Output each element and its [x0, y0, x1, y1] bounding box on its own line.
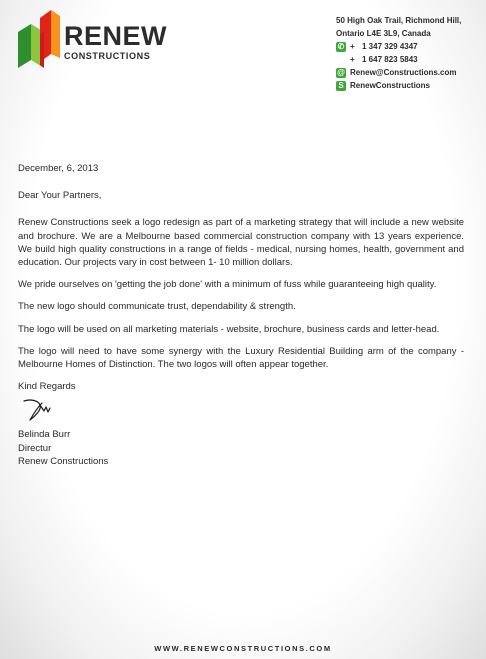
- email-row: [336, 66, 482, 79]
- letter-paragraph: Renew Constructions seek a logo redesign as part of a marketing strategy that will include a new website and brochure. We are a Melbourne based commercial construction company with 13 years experience. We build high quality constructions in a range of fields - medical, nursing homes, health, government and education. Our projects vary in cost between 1- 10 million dollars.: [18, 217, 464, 269]
- letter-paragraph: The new logo should communicate trust, dependability & strength.: [18, 301, 296, 313]
- letter-date: December, 6, 2013: [18, 163, 99, 174]
- address-line-2: Ontario L4E 3L9, Canada: [336, 29, 431, 38]
- phone-plus-1: +: [350, 42, 355, 51]
- letter-body: [18, 162, 464, 469]
- letter-greeting: Dear Your Partners,: [18, 190, 102, 202]
- phone-icon: ✆: [337, 42, 345, 51]
- letter-paragraph: The logo will need to have some synergy with the Luxury Residential Building arm of the company - Melbourne Homes of Distinction. The two logos will often appear together.: [18, 345, 464, 371]
- phone-number-1: 1 347 329 4347: [362, 42, 418, 51]
- signature-image: [20, 397, 60, 423]
- phone-number-2: 1 647 823 5843: [362, 55, 418, 64]
- phone-plus-2: +: [350, 55, 355, 64]
- email-icon: @: [337, 68, 345, 77]
- skype-row: [336, 79, 482, 92]
- address-line-1: 50 High Oak Trail, Richmond Hill,: [336, 16, 462, 25]
- skype-icon: S: [336, 81, 346, 91]
- contact-block: [336, 14, 482, 92]
- letter-paragraph: We pride ourselves on 'getting the job done' with a minimum of fuss while guaranteeing high quality.: [18, 279, 437, 291]
- email-address[interactable]: Renew@Constructions.com: [350, 68, 457, 77]
- company-logo: [18, 10, 168, 68]
- letter-paragraph: The logo will be used on all marketing materials - website, brochure, business cards and letter-head.: [18, 323, 440, 335]
- phone-row-1: [336, 40, 482, 53]
- signer-name: Belinda Burr: [18, 429, 71, 441]
- signer-block: [18, 428, 464, 469]
- letter-closing: Kind Regards: [18, 381, 76, 393]
- logo-subtitle: CONSTRUCTIONS: [64, 51, 151, 61]
- logo-wordmark: RENEW: [64, 21, 167, 51]
- signer-company: Renew Constructions: [18, 456, 109, 468]
- phone-row-2: [336, 53, 482, 66]
- skype-handle[interactable]: RenewConstructions: [350, 81, 431, 90]
- signer-title: Directur: [18, 442, 52, 454]
- footer-website[interactable]: WWW.RENEWCONSTRUCTIONS.COM: [154, 644, 332, 653]
- logo-mark-icon: [18, 10, 62, 68]
